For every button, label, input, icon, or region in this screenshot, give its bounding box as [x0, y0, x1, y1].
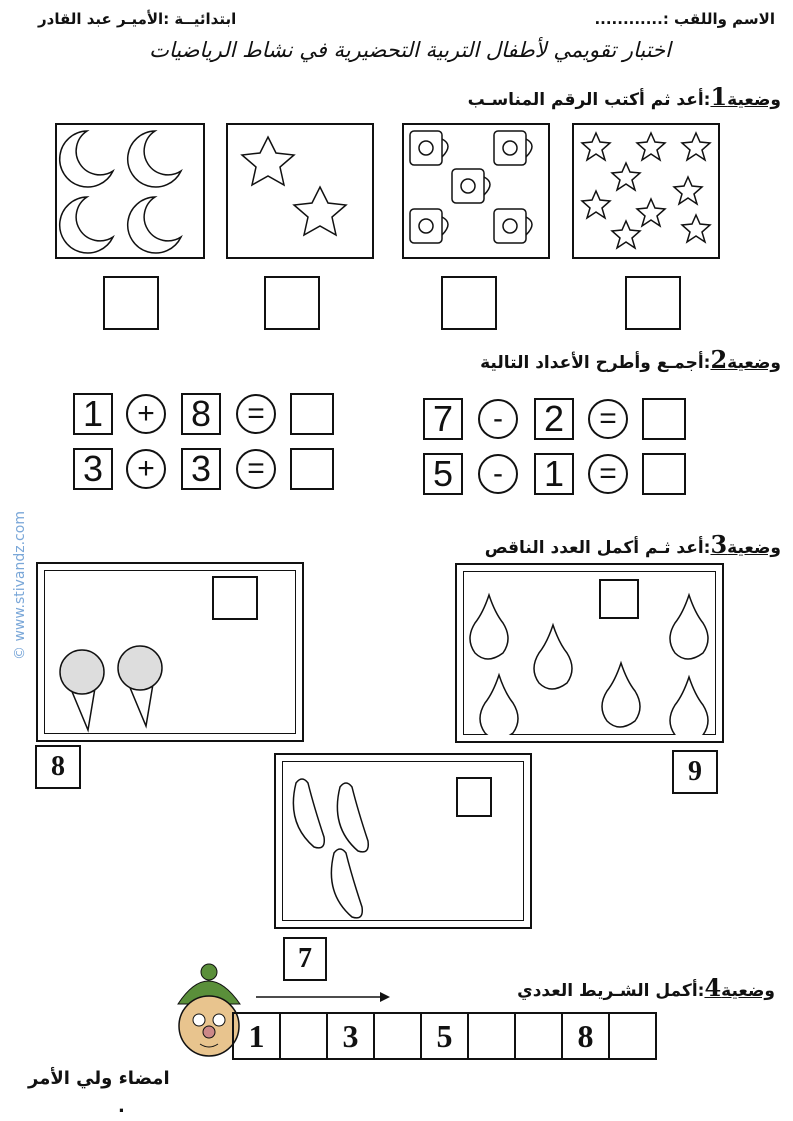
cups-picture [402, 123, 550, 259]
operand-a: 7 [423, 398, 463, 440]
parent-signature-label: امضاء ولي الأمر [28, 1068, 170, 1089]
smiling-star-icon [228, 125, 372, 257]
total-number-box: 7 [283, 937, 327, 981]
strip-cell[interactable]: 8 [561, 1012, 610, 1060]
equals-sign: = [588, 399, 628, 439]
cup-icon [404, 125, 548, 257]
answer-box-smiling-stars[interactable] [264, 276, 320, 330]
strip-cell[interactable] [373, 1012, 422, 1060]
star-outline-icon [574, 125, 718, 257]
operand-b: 8 [181, 393, 221, 435]
section-4-heading: وضعية4:أكمل الشـريط العددي [517, 973, 775, 1002]
crescent-moon-icon [57, 125, 203, 257]
strip-cell[interactable]: 1 [232, 1012, 281, 1060]
school-label: ابتدائيــة :الأميـر عبد القادر [38, 10, 237, 28]
equals-sign: = [236, 394, 276, 434]
arrow-right-icon [256, 990, 390, 1004]
result-box[interactable] [642, 453, 686, 495]
strip-cell[interactable]: 3 [326, 1012, 375, 1060]
watermark: © www.stivandz.com [12, 511, 28, 660]
plus-sign: + [126, 394, 166, 434]
answer-box-cups[interactable] [441, 276, 497, 330]
answer-box-moons[interactable] [103, 276, 159, 330]
section-3-heading: وضعية3:أعد ثـم أكمل العدد الناقص [484, 530, 781, 559]
strip-cell[interactable] [608, 1012, 657, 1060]
ice-cream-frame [36, 562, 304, 742]
page-title: اختبار تقويمي لأطفال التربية التحضيرية في نشاط الرياضيات [149, 38, 671, 62]
plus-sign: + [126, 449, 166, 489]
section-2-heading: وضعية2:أجمـع وأطرح الأعداد التالية [480, 345, 781, 374]
total-number-box: 9 [672, 750, 718, 794]
cucumbers-frame [274, 753, 532, 929]
operand-a: 1 [73, 393, 113, 435]
total-number-box: 8 [35, 745, 81, 789]
equals-sign: = [236, 449, 276, 489]
moons-picture [55, 123, 205, 259]
cucumber-icon [288, 773, 408, 923]
number-strip [234, 1012, 657, 1060]
smiling-stars-picture [226, 123, 374, 259]
stars-picture [572, 123, 720, 259]
operand-b: 2 [534, 398, 574, 440]
operand-a: 3 [73, 448, 113, 490]
operand-b: 3 [181, 448, 221, 490]
result-box[interactable] [290, 448, 334, 490]
missing-number-box[interactable] [456, 777, 492, 817]
minus-sign: - [478, 399, 518, 439]
strip-cell[interactable]: 5 [420, 1012, 469, 1060]
answer-box-stars[interactable] [625, 276, 681, 330]
name-field-label: الاسم واللقب :............ [594, 10, 775, 28]
minus-sign: - [478, 454, 518, 494]
pear-icon [467, 575, 715, 735]
pears-frame [455, 563, 724, 743]
operand-a: 5 [423, 453, 463, 495]
signature-dot: . [118, 1096, 125, 1117]
strip-cell[interactable] [467, 1012, 516, 1060]
strip-cell[interactable] [279, 1012, 328, 1060]
ice-cream-icon [46, 644, 186, 734]
strip-cell[interactable] [514, 1012, 563, 1060]
section-1-heading: وضعية1:أعد ثم أكتب الرقم المناسـب [467, 82, 781, 111]
result-box[interactable] [290, 393, 334, 435]
operand-b: 1 [534, 453, 574, 495]
equals-sign: = [588, 454, 628, 494]
missing-number-box[interactable] [212, 576, 258, 620]
result-box[interactable] [642, 398, 686, 440]
